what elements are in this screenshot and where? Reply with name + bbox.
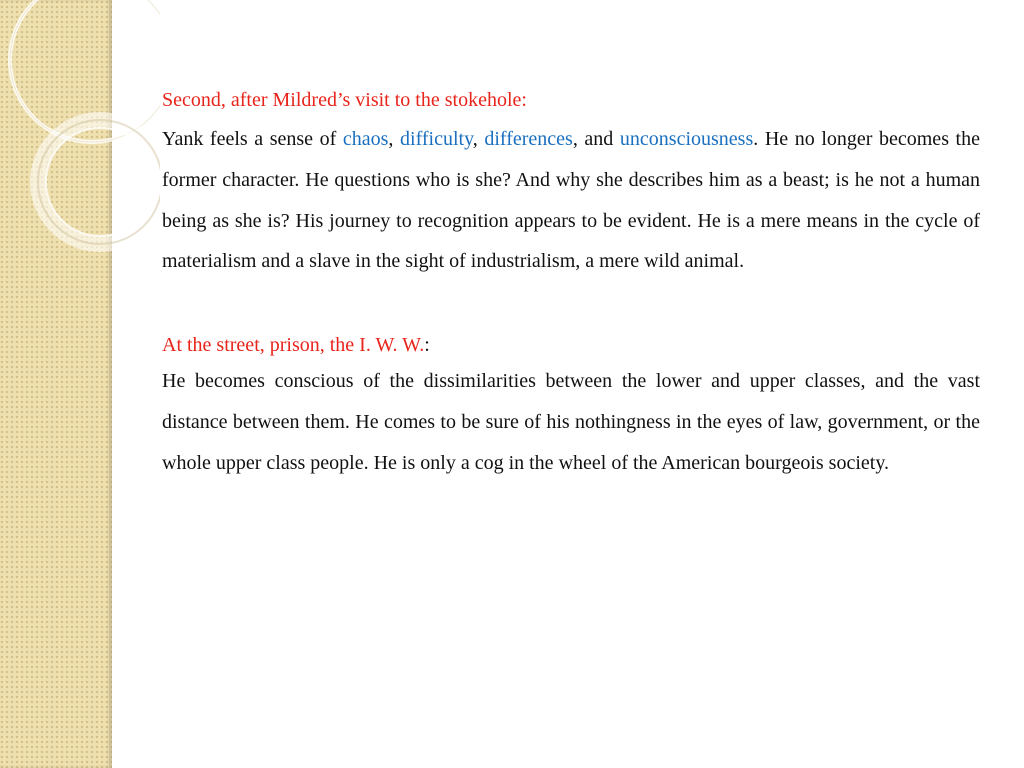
section-gap [162,282,980,327]
section-heading-stokehole: Second, after Mildred’s visit to the stokehole: [162,89,527,111]
keyword-differences: differences [484,128,573,150]
paragraph-street-prison: He becomes conscious of the dissimilarities between the lower and upper classes, and the vast distance between them. He comes to be sure of his nothingness in the eyes of law, government, or the whole upper class people. He is only a cog in the wheel of the American bourgeois society. [162,370,980,475]
paragraph-stokehole: Yank feels a sense of chaos, difficulty, differences, and unconsciousness. He no longer becomes the former character. He questions who is she? And why she describes him as a beast; is he not a human being as she is? His journey to recognition appears to be evident. He is a mere means in the cycle of materialism and a slave in the sight of industrialism, a mere wild animal. [162,128,980,273]
decorative-circles [0,0,160,260]
section-heading-street-prison: At the street, prison, the I. W. W.: [162,334,430,357]
keyword-chaos: chaos [342,128,389,150]
keyword-unconsciousness: unconsciousness [619,128,754,150]
slide-content [162,82,980,484]
keyword-difficulty: difficulty [400,128,473,150]
